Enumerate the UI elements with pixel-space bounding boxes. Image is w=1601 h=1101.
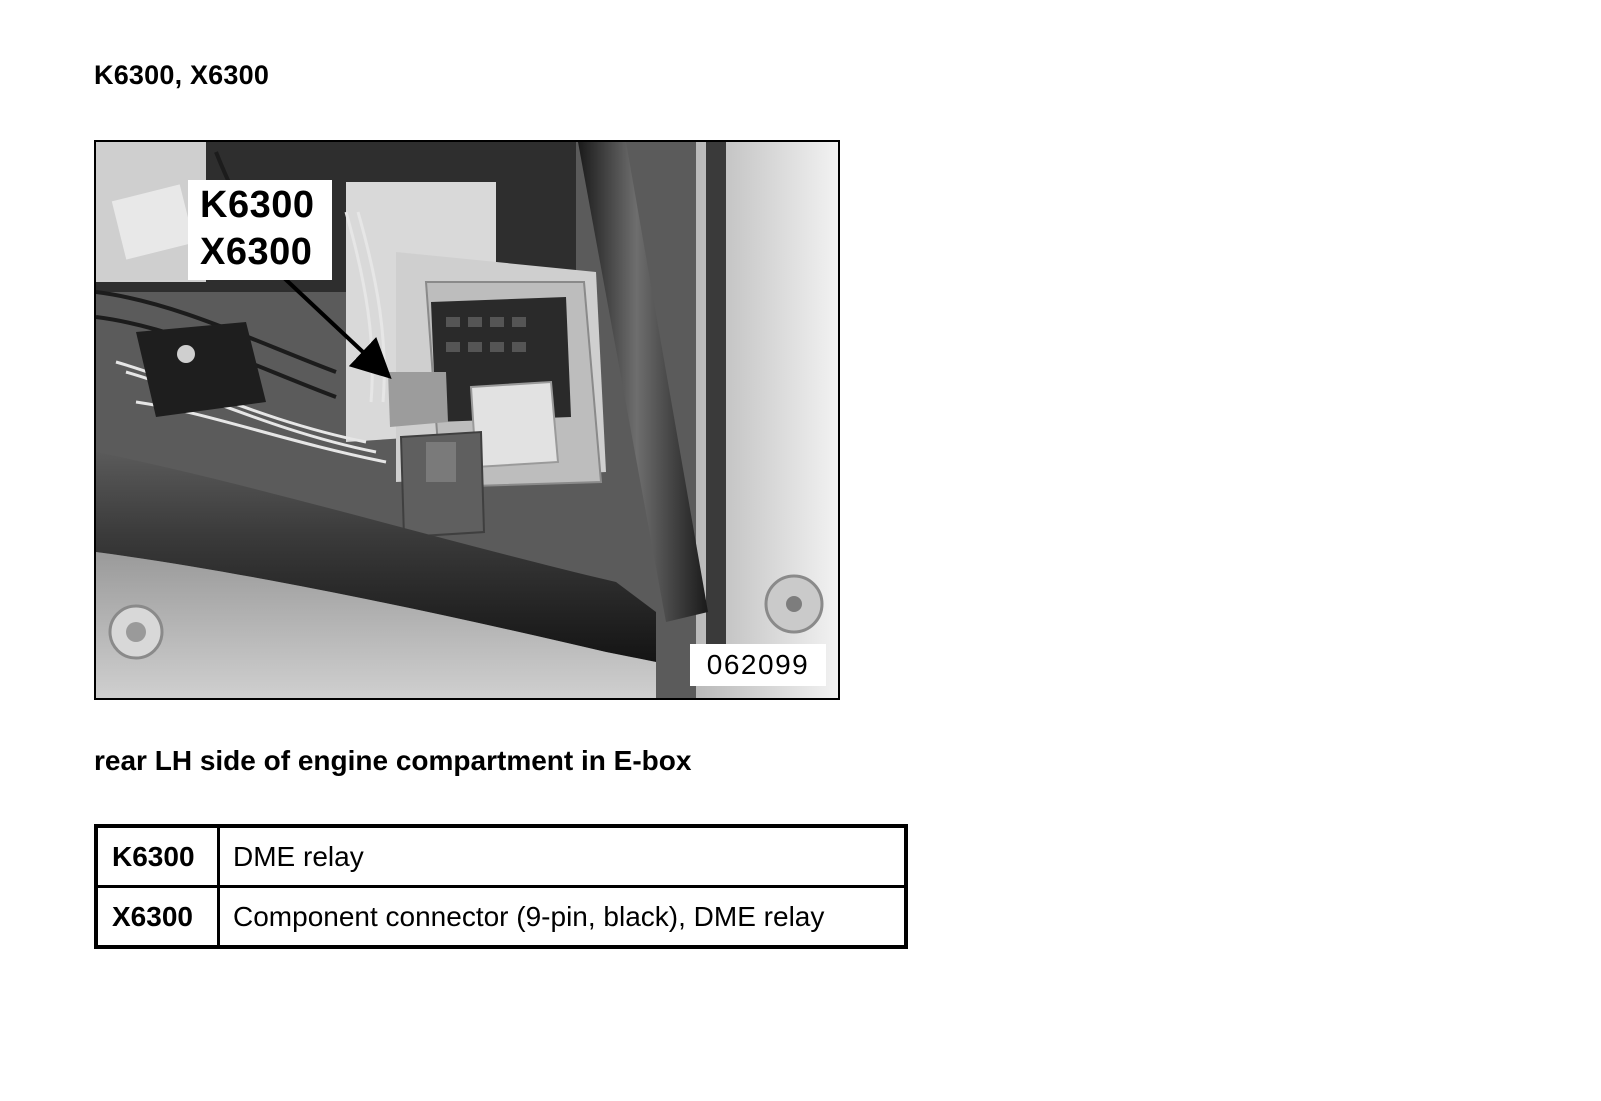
callout-x6300: X6300 xyxy=(200,231,313,273)
engine-compartment-photo xyxy=(94,140,840,700)
callout-k6300: K6300 xyxy=(200,184,315,226)
component-legend-table xyxy=(94,824,908,949)
photo-reference-number: 062099 xyxy=(690,644,826,686)
table-row xyxy=(96,826,906,887)
component-callout-label xyxy=(188,180,332,280)
component-code: K6300 xyxy=(96,826,219,887)
component-description: DME relay xyxy=(219,826,907,887)
component-code: X6300 xyxy=(96,887,219,948)
page-title: K6300, X6300 xyxy=(94,60,270,90)
location-caption: rear LH side of engine compartment in E-box xyxy=(94,745,692,776)
component-description: Component connector (9-pin, black), DME relay xyxy=(219,887,907,948)
table-row xyxy=(96,887,906,948)
